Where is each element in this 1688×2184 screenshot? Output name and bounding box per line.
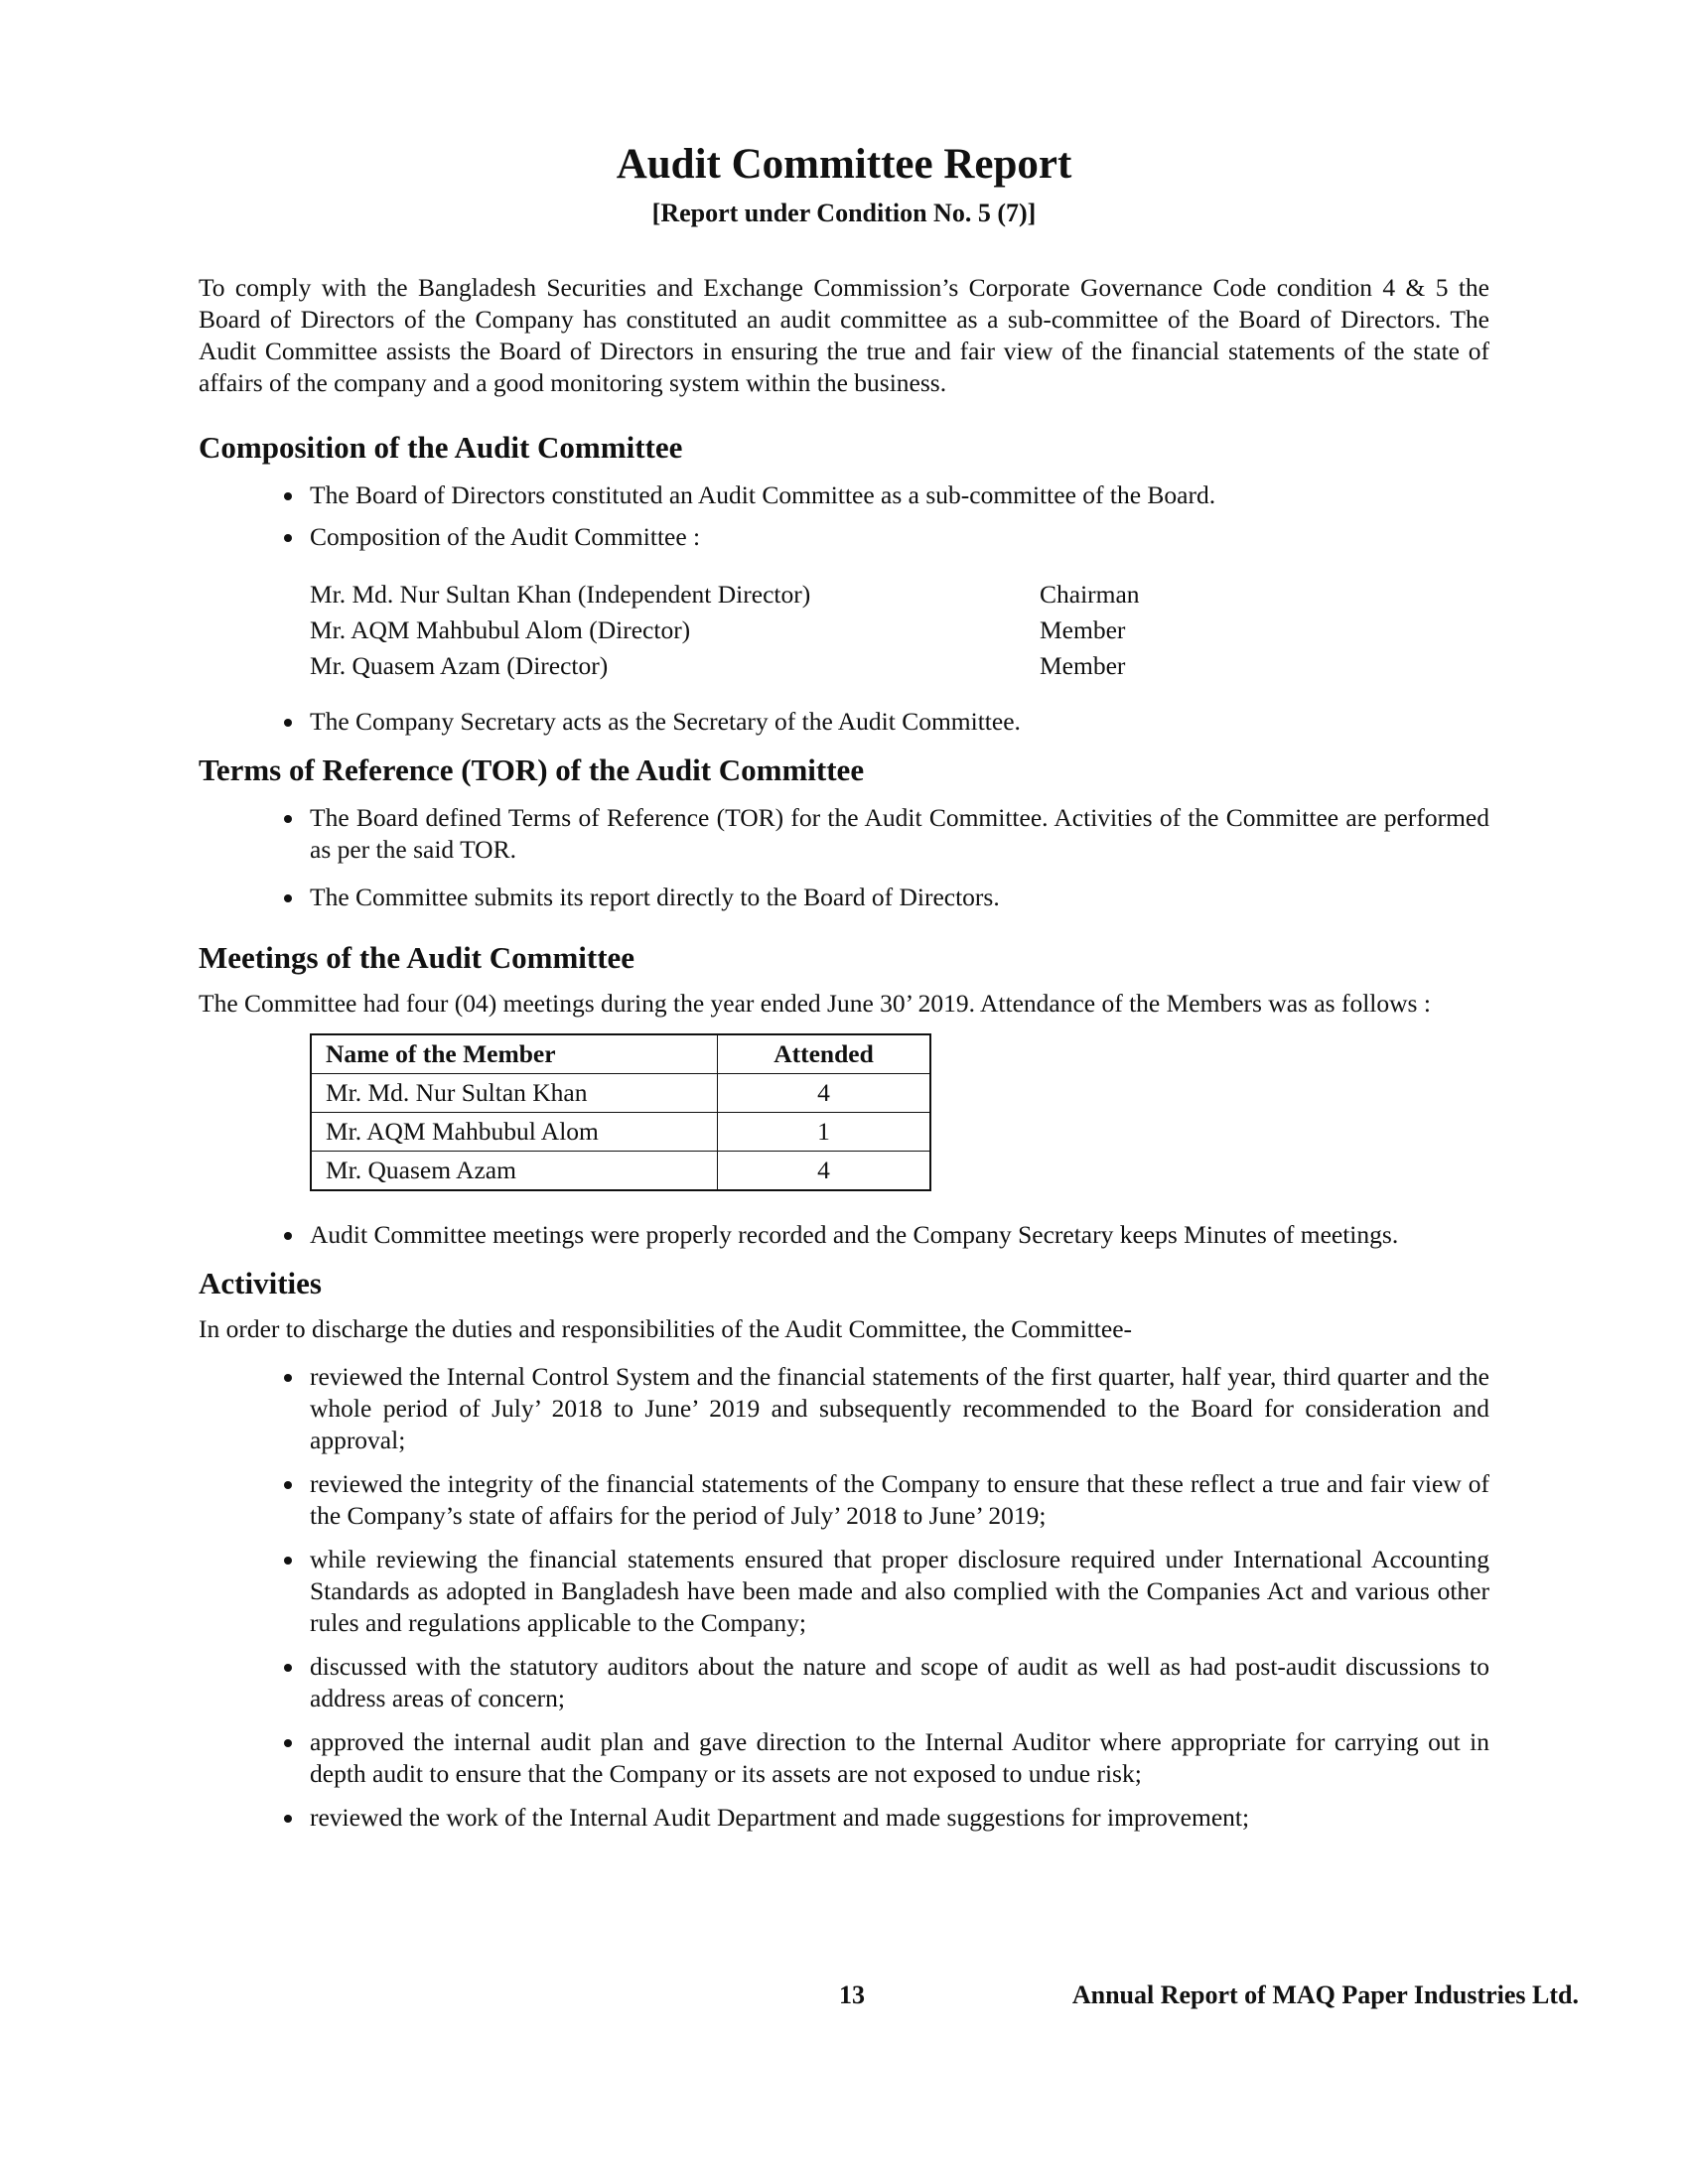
tor-list: [199, 802, 1489, 913]
member-role: Chairman: [1040, 579, 1140, 609]
report-name: Annual Report of MAQ Paper Industries Ltd.: [1071, 1980, 1579, 2009]
table-row: [310, 648, 1140, 684]
list-item: reviewed the work of the Internal Audit Department and made suggestions for improvement;: [284, 1802, 1489, 1834]
bullet-icon: [284, 1481, 292, 1489]
minutes-list: [199, 1219, 1489, 1251]
member-name-cell: Mr. Md. Nur Sultan Khan: [311, 1074, 718, 1113]
member-name-cell: Mr. Quasem Azam: [311, 1152, 718, 1191]
page-footer: [0, 1980, 1688, 2020]
list-item: Composition of the Audit Committee :: [284, 521, 1489, 553]
intro-paragraph: To comply with the Bangladesh Securities and Exchange Commission’s Corporate Governance Code condition 4 & 5 the Board of Directors of the Company has constituted an audit committee as a sub-committee of the Board of Directors. The Audit Committee assists the Board of Directors in ensuring the true and fair view of the financial statements of the state of affairs of the company and a good monitoring system within the business.: [199, 272, 1489, 397]
bullet-icon: [284, 534, 292, 542]
activities-intro: In order to discharge the duties and responsibilities of the Audit Committee, the Committee-: [199, 1314, 1133, 1344]
member-name: Mr. AQM Mahbubul Alom (Director): [310, 614, 691, 644]
attended-cell: 4: [718, 1152, 931, 1191]
list-item: reviewed the Internal Control System and the financial statements of the first quarter, half year, third quarter and the whole period of July’ 2018 to June’ 2019 and subsequently recommended to the Board for consideration and approval;: [284, 1361, 1489, 1456]
meetings-heading: Meetings of the Audit Committee: [199, 939, 635, 975]
page-title: Audit Committee Report: [616, 141, 1072, 188]
bullet-icon: [284, 1557, 292, 1565]
bullet-icon: [284, 894, 292, 902]
list-item: The Company Secretary acts as the Secretary of the Audit Committee.: [284, 706, 1489, 738]
meetings-paragraph: The Committee had four (04) meetings during the year ended June 30’ 2019. Attendance of the Members was as follows :: [199, 989, 1431, 1019]
column-header-attended: Attended: [718, 1034, 931, 1074]
activities-heading: Activities: [199, 1266, 322, 1301]
activities-list: [199, 1361, 1489, 1834]
attended-cell: 4: [718, 1074, 931, 1113]
bullet-icon: [284, 719, 292, 727]
bullet-icon: [284, 1739, 292, 1747]
table-row: [311, 1152, 930, 1191]
table-row: [310, 613, 1140, 648]
member-role: Member: [1040, 614, 1126, 644]
list-item: The Board defined Terms of Reference (TOR) for the Audit Committee. Activities of the Committee are performed as per the said TOR.: [284, 802, 1489, 866]
member-name: Mr. Md. Nur Sultan Khan (Independent Director): [310, 579, 811, 609]
column-header-name: Name of the Member: [311, 1034, 718, 1074]
bullet-icon: [284, 1374, 292, 1382]
list-item: discussed with the statutory auditors about the nature and scope of audit as well as had post-audit discussions to address areas of concern;: [284, 1651, 1489, 1714]
table-row: [311, 1074, 930, 1113]
table-header-row: [311, 1034, 930, 1074]
table-row: [310, 577, 1140, 613]
attendance-table: [310, 1033, 931, 1191]
composition-list: [199, 479, 1489, 553]
list-item: The Board of Directors constituted an Audit Committee as a sub-committee of the Board.: [284, 479, 1489, 511]
bullet-icon: [284, 1664, 292, 1672]
bullet-icon: [284, 1232, 292, 1240]
page-number: 13: [839, 1980, 865, 2009]
bullet-icon: [284, 1815, 292, 1823]
table-row: [311, 1113, 930, 1152]
member-name: Mr. Quasem Azam (Director): [310, 650, 609, 680]
document-page: [199, 139, 1489, 1834]
composition-heading: Composition of the Audit Committee: [199, 429, 683, 465]
secretary-list: [199, 706, 1489, 738]
list-item: Audit Committee meetings were properly recorded and the Company Secretary keeps Minutes of meetings.: [284, 1219, 1489, 1251]
list-item: reviewed the integrity of the financial statements of the Company to ensure that these reflect a true and fair view of the Company’s state of affairs for the period of July’ 2018 to June’ 2019;: [284, 1468, 1489, 1532]
attended-cell: 1: [718, 1113, 931, 1152]
list-item: while reviewing the financial statements ensured that proper disclosure required under International Accounting Standards as adopted in Bangladesh have been made and also complied with the Companies Act and various other rules and regulations applicable to the Company;: [284, 1544, 1489, 1639]
list-item: The Committee submits its report directly to the Board of Directors.: [284, 882, 1489, 913]
bullet-icon: [284, 492, 292, 500]
member-role: Member: [1040, 650, 1126, 680]
bullet-icon: [284, 815, 292, 823]
tor-heading: Terms of Reference (TOR) of the Audit Committee: [199, 751, 865, 787]
composition-members-table: [310, 577, 1140, 684]
page-subtitle: [Report under Condition No. 5 (7)]: [651, 198, 1037, 227]
member-name-cell: Mr. AQM Mahbubul Alom: [311, 1113, 718, 1152]
list-item: approved the internal audit plan and gave direction to the Internal Auditor where appropriate for carrying out in depth audit to ensure that the Company or its assets are not exposed to undue risk;: [284, 1726, 1489, 1790]
